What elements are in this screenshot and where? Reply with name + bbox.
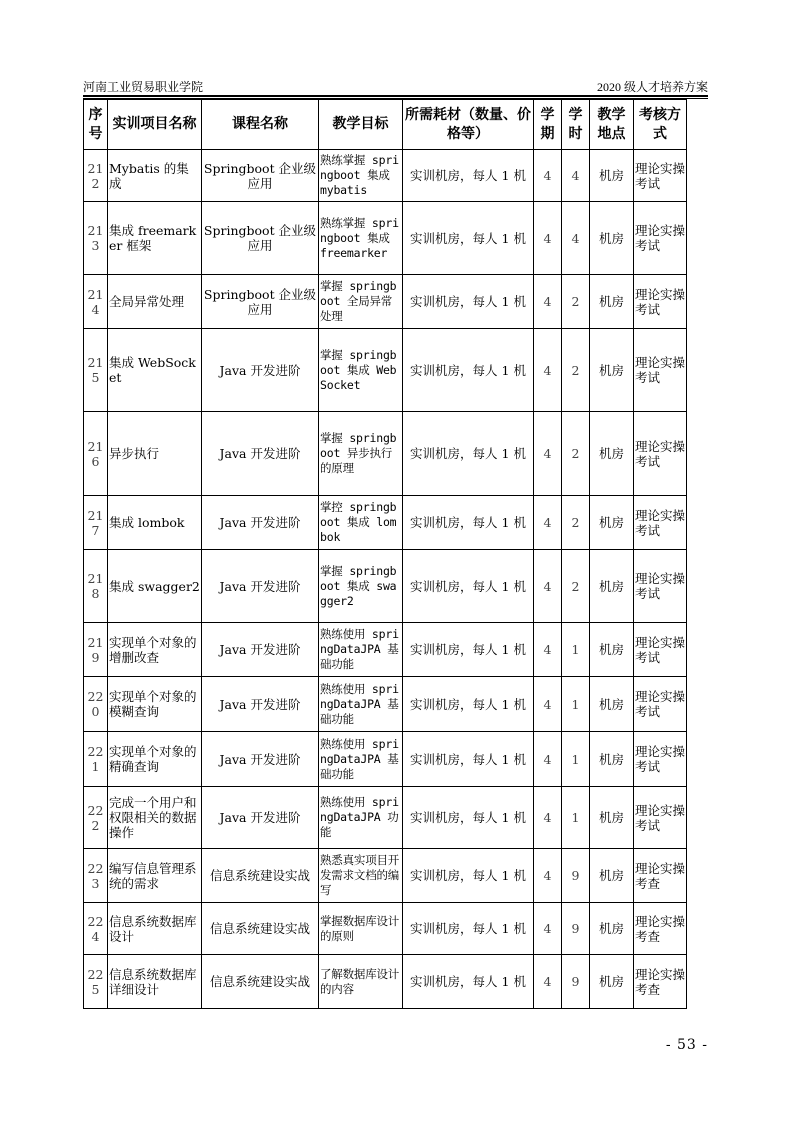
cell-hours: 1 [562, 787, 590, 849]
cell-course: Java 开发进阶 [202, 623, 319, 677]
cell-place: 机房 [590, 623, 634, 677]
cell-course: Java 开发进阶 [202, 329, 319, 412]
cell-materials: 实训机房，每人 1 机 [403, 787, 534, 849]
cell-exam: 理论实操考试 [634, 202, 687, 275]
cell-project: 全局异常处理 [108, 275, 202, 329]
cell-no: 213 [84, 202, 108, 275]
cell-hours: 2 [562, 329, 590, 412]
cell-goal: 掌控 springboot 集成 lombok [319, 496, 403, 550]
cell-exam: 理论实操考试 [634, 787, 687, 849]
cell-hours: 1 [562, 677, 590, 732]
table-header-row [84, 100, 687, 150]
cell-term: 4 [534, 787, 562, 849]
cell-term: 4 [534, 550, 562, 623]
cell-course: Springboot 企业级应用 [202, 150, 319, 202]
header-school: 河南工业贸易职业学院 [83, 80, 204, 94]
page-number: - 53 - [665, 1037, 708, 1053]
cell-materials: 实训机房，每人 1 机 [403, 496, 534, 550]
cell-place: 机房 [590, 150, 634, 202]
page-header [83, 77, 708, 95]
cell-term: 4 [534, 150, 562, 202]
cell-goal: 掌握 springboot 集成 WebSocket [319, 329, 403, 412]
cell-term: 4 [534, 677, 562, 732]
cell-no: 218 [84, 550, 108, 623]
table-row [84, 329, 687, 412]
cell-goal: 掌握数据库设计的原则 [319, 903, 403, 955]
cell-hours: 2 [562, 275, 590, 329]
cell-goal: 熟练使用 springDataJPA 功能 [319, 787, 403, 849]
cell-exam: 理论实操考试 [634, 677, 687, 732]
cell-term: 4 [534, 275, 562, 329]
table-body [84, 150, 687, 1009]
cell-course: 信息系统建设实战 [202, 955, 319, 1009]
cell-term: 4 [534, 329, 562, 412]
table-row [84, 496, 687, 550]
column-header: 学时 [562, 100, 590, 150]
cell-no: 222 [84, 787, 108, 849]
cell-exam: 理论实操考试 [634, 150, 687, 202]
cell-exam: 理论实操考试 [634, 732, 687, 787]
column-header: 教学地点 [590, 100, 634, 150]
cell-hours: 2 [562, 496, 590, 550]
cell-no: 223 [84, 849, 108, 903]
cell-no: 212 [84, 150, 108, 202]
table-row [84, 787, 687, 849]
cell-hours: 2 [562, 550, 590, 623]
cell-goal: 了解数据库设计的内容 [319, 955, 403, 1009]
cell-course: Springboot 企业级应用 [202, 202, 319, 275]
cell-place: 机房 [590, 496, 634, 550]
cell-materials: 实训机房，每人 1 机 [403, 202, 534, 275]
cell-term: 4 [534, 849, 562, 903]
cell-project: 异步执行 [108, 412, 202, 496]
cell-place: 机房 [590, 903, 634, 955]
cell-project: 信息系统数据库详细设计 [108, 955, 202, 1009]
cell-course: Java 开发进阶 [202, 732, 319, 787]
cell-place: 机房 [590, 787, 634, 849]
cell-materials: 实训机房，每人 1 机 [403, 955, 534, 1009]
cell-exam: 理论实操考查 [634, 955, 687, 1009]
cell-hours: 9 [562, 903, 590, 955]
cell-no: 219 [84, 623, 108, 677]
cell-project: 实现单个对象的模糊查询 [108, 677, 202, 732]
cell-place: 机房 [590, 849, 634, 903]
cell-place: 机房 [590, 550, 634, 623]
table-row [84, 623, 687, 677]
cell-term: 4 [534, 496, 562, 550]
cell-project: 集成 swagger2 [108, 550, 202, 623]
column-header: 序号 [84, 100, 108, 150]
table-row [84, 202, 687, 275]
cell-materials: 实训机房，每人 1 机 [403, 903, 534, 955]
cell-no: 224 [84, 903, 108, 955]
cell-course: Java 开发进阶 [202, 550, 319, 623]
cell-course: Java 开发进阶 [202, 412, 319, 496]
cell-project: 集成 lombok [108, 496, 202, 550]
cell-hours: 4 [562, 150, 590, 202]
cell-exam: 理论实操考试 [634, 496, 687, 550]
cell-goal: 熟练使用 springDataJPA 基础功能 [319, 677, 403, 732]
cell-project: 完成一个用户和权限相关的数据操作 [108, 787, 202, 849]
cell-exam: 理论实操考试 [634, 412, 687, 496]
cell-project: 编写信息管理系统的需求 [108, 849, 202, 903]
cell-exam: 理论实操考试 [634, 329, 687, 412]
cell-goal: 熟练掌握 springboot 集成 mybatis [319, 150, 403, 202]
cell-place: 机房 [590, 329, 634, 412]
cell-no: 221 [84, 732, 108, 787]
cell-materials: 实训机房，每人 1 机 [403, 677, 534, 732]
cell-place: 机房 [590, 275, 634, 329]
table-row [84, 412, 687, 496]
cell-term: 4 [534, 732, 562, 787]
cell-project: 实现单个对象的精确查询 [108, 732, 202, 787]
cell-project: 集成 freemarker 框架 [108, 202, 202, 275]
cell-materials: 实训机房，每人 1 机 [403, 150, 534, 202]
column-header: 教学目标 [319, 100, 403, 150]
header-rule [83, 95, 708, 97]
cell-term: 4 [534, 202, 562, 275]
table-row [84, 275, 687, 329]
cell-course: Java 开发进阶 [202, 496, 319, 550]
table-row [84, 732, 687, 787]
table-row [84, 677, 687, 732]
cell-goal: 掌握 springboot 全局异常处理 [319, 275, 403, 329]
cell-goal: 熟练掌握 springboot 集成 freemarker [319, 202, 403, 275]
cell-term: 4 [534, 623, 562, 677]
cell-no: 216 [84, 412, 108, 496]
cell-materials: 实训机房，每人 1 机 [403, 412, 534, 496]
cell-project: 集成 WebSocket [108, 329, 202, 412]
cell-term: 4 [534, 955, 562, 1009]
cell-no: 225 [84, 955, 108, 1009]
column-header: 考核方式 [634, 100, 687, 150]
cell-no: 217 [84, 496, 108, 550]
cell-course: 信息系统建设实战 [202, 849, 319, 903]
column-header: 所需耗材（数量、价格等） [403, 100, 534, 150]
cell-materials: 实训机房，每人 1 机 [403, 550, 534, 623]
cell-exam: 理论实操考查 [634, 849, 687, 903]
cell-project: Mybatis 的集成 [108, 150, 202, 202]
cell-goal: 熟练使用 springDataJPA 基础功能 [319, 732, 403, 787]
column-header: 实训项目名称 [108, 100, 202, 150]
cell-materials: 实训机房，每人 1 机 [403, 849, 534, 903]
cell-term: 4 [534, 412, 562, 496]
cell-hours: 2 [562, 412, 590, 496]
cell-course: 信息系统建设实战 [202, 903, 319, 955]
cell-term: 4 [534, 903, 562, 955]
cell-place: 机房 [590, 412, 634, 496]
cell-course: Springboot 企业级应用 [202, 275, 319, 329]
cell-materials: 实训机房，每人 1 机 [403, 732, 534, 787]
cell-exam: 理论实操考试 [634, 623, 687, 677]
table-row [84, 903, 687, 955]
training-table [83, 99, 687, 1009]
cell-project: 信息系统数据库设计 [108, 903, 202, 955]
cell-materials: 实训机房，每人 1 机 [403, 275, 534, 329]
cell-hours: 9 [562, 955, 590, 1009]
cell-no: 214 [84, 275, 108, 329]
cell-place: 机房 [590, 955, 634, 1009]
cell-course: Java 开发进阶 [202, 787, 319, 849]
cell-no: 215 [84, 329, 108, 412]
cell-materials: 实训机房，每人 1 机 [403, 623, 534, 677]
cell-exam: 理论实操考试 [634, 275, 687, 329]
table-row [84, 550, 687, 623]
cell-project: 实现单个对象的增删改查 [108, 623, 202, 677]
header-plan: 2020 级人才培养方案 [596, 80, 708, 94]
cell-goal: 熟悉真实项目开发需求文档的编写 [319, 849, 403, 903]
cell-hours: 1 [562, 623, 590, 677]
cell-hours: 9 [562, 849, 590, 903]
cell-place: 机房 [590, 732, 634, 787]
table-row [84, 849, 687, 903]
table-row [84, 955, 687, 1009]
cell-goal: 掌握 springboot 集成 swagger2 [319, 550, 403, 623]
cell-goal: 熟练使用 springDataJPA 基础功能 [319, 623, 403, 677]
cell-hours: 1 [562, 732, 590, 787]
cell-materials: 实训机房，每人 1 机 [403, 329, 534, 412]
column-header: 学期 [534, 100, 562, 150]
cell-course: Java 开发进阶 [202, 677, 319, 732]
table-row [84, 150, 687, 202]
column-header: 课程名称 [202, 100, 319, 150]
cell-place: 机房 [590, 677, 634, 732]
cell-exam: 理论实操考试 [634, 550, 687, 623]
cell-no: 220 [84, 677, 108, 732]
cell-hours: 4 [562, 202, 590, 275]
cell-place: 机房 [590, 202, 634, 275]
cell-goal: 掌握 springboot 异步执行的原理 [319, 412, 403, 496]
cell-exam: 理论实操考查 [634, 903, 687, 955]
